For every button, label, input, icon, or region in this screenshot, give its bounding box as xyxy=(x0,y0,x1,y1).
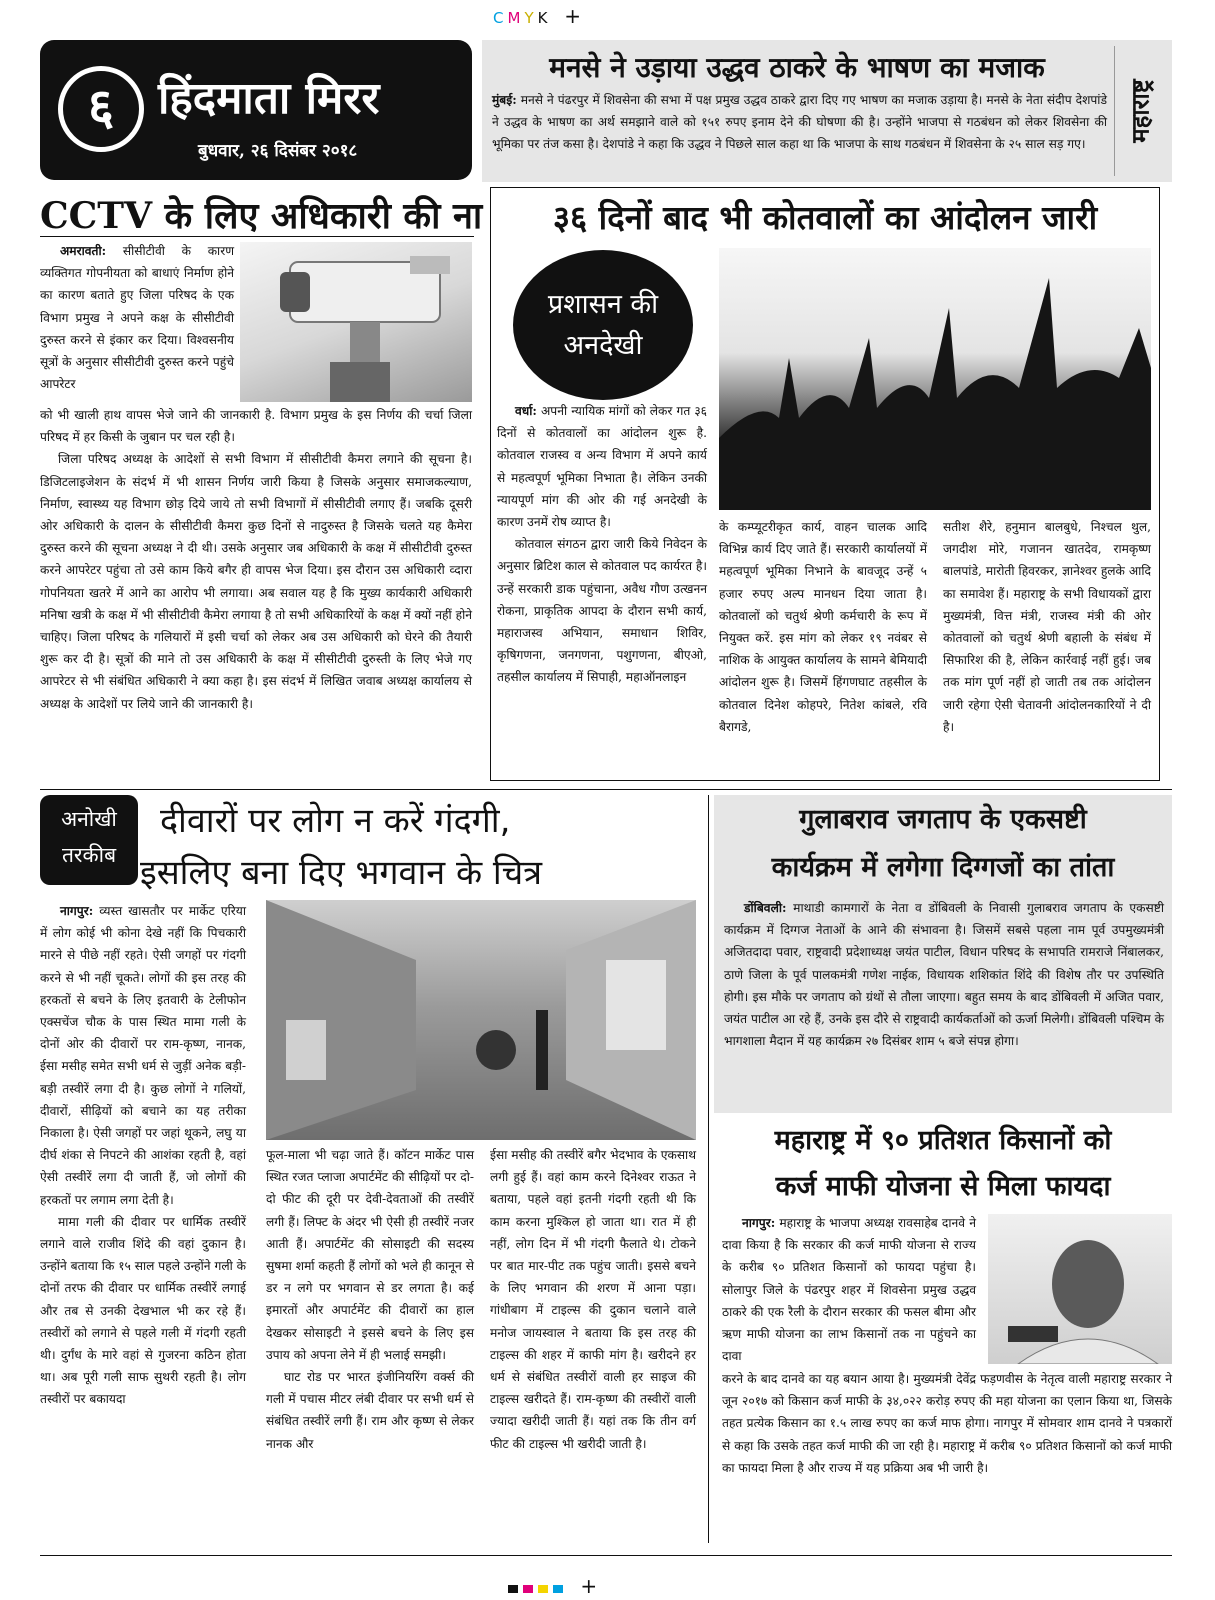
walls-headline-1: दीवारों पर लोग न करें गंदगी, xyxy=(160,801,511,841)
gulabrao-headline-1: गुलाबराव जगताप के एकसष्टी xyxy=(799,804,1087,835)
kotwal-col1-p2: कोतवाल संगठन द्वारा जारी किये निवेदन के अनुसार ब्रिटिश काल से कोतवाल पद कार्यरत है। उन्हें सरकारी डाक पहुंचाना, अवैध गौण उत्खनन रोकना, प्राकृतिक आपदा के दौरान सभी कार्य, महाराजस्व अभियान, समाधान शिविर, कृषिगणना, जनगणना, पशुगणना, बीएओ, तहसील कार्यालय में सिपाही, महाऑनलाइन xyxy=(497,537,707,685)
kotwal-badge-line-2: अनदेखी xyxy=(563,330,643,361)
kotwal-col-2: के कम्प्यूटरीकृत कार्य, वाहन चालक आदि विभिन्न कार्य दिए जाते हैं। सरकारी कार्यालयों में महत्वपूर्ण भूमिका निभाने के बावजूद उन्हें ५ हजार रुपए अल्प मानधन दिया जाता है। कोतवालों को चतुर्थ श्रेणी कर्मचारी के रूप में नियुक्त करें. इस मांग को लेकर १९ नवंबर से नाशिक के आयुक्त कार्यालय के सामने बेमियादी आंदोलन शुरू है। जिसमें हिंगणघाट तहसील के कोतवाल दिनेश कोहपरे, नितेश कांबले, रवि बैरागडे, xyxy=(719,520,927,734)
color-swatch-black xyxy=(508,1585,518,1593)
kotwal-badge xyxy=(513,250,693,400)
gulabrao-headline-2: कार्यक्रम में लगेगा दिग्गजों का तांता xyxy=(771,852,1115,883)
walls-col-2 xyxy=(266,1144,474,1455)
cctv-headline: CCTV के लिए अधिकारी की ना xyxy=(40,195,483,237)
cmyk-registration-bottom xyxy=(508,1574,597,1598)
walls-badge-line-2: तरकीब xyxy=(61,843,117,867)
page-number: ६ xyxy=(88,77,114,136)
registration-cross-icon: + xyxy=(564,4,585,28)
kotwal-col1-p1: अपनी न्यायिक मांगों को लेकर गत ३६ दिनों से कोतवालों का आंदोलन शुरू है. कोतवाल राजस्व व अन्य विभाग में अपने कार्य से महत्वपूर्ण भूमिका निभाता है। लेकिन उनकी न्यायपूर्ण मांग की ओर की गई अनदेखी के कारण उनमें रोष व्याप्त है। xyxy=(497,404,707,530)
kotwal-headline: ३६ दिनों बाद भी कोतवालों का आंदोलन जारी xyxy=(552,198,1098,237)
color-swatch-magenta xyxy=(523,1585,533,1593)
section-divider xyxy=(40,789,1172,790)
issue-date: बुधवार, २६ दिसंबर २०१८ xyxy=(198,141,358,161)
loan-headline-1: महाराष्ट्र में ९० प्रतिशत किसानों को xyxy=(774,1125,1112,1156)
registration-cross-icon: + xyxy=(580,1574,598,1598)
section-label xyxy=(1114,46,1165,176)
walls-col2-p2: घाट रोड पर भारत इंजीनियरिंग वर्क्स की गली में पचास मीटर लंबी दीवार पर सभी धर्म से संबंधित तस्वीरें लगी हैं। राम और कृष्ण से लेकर नानक और xyxy=(266,1370,474,1451)
masthead xyxy=(40,40,472,180)
cctv-body xyxy=(40,404,472,715)
walls-col-3: ईसा मसीह की तस्वीरें बगैर भेदभाव के एकसाथ लगी हुई हैं। वहां काम करने दिनेश्वर राऊत ने बताया, पहले वहां इतनी गंदगी रहती थी कि काम करना मुश्किल हो जाता था। रात में ही नहीं, लोग दिन में भी गंदगी फैलाते थे। टोकने पर बात मार-पीट तक पहुंच जाती। इससे बचने के लिए भगवान की शरण में आना पड़ा। गांधीबाग में टाइल्स की दुकान चलाने वाले मनोज जायस्वाल ने बताया कि इस तरह की टाइल्स की शहर में काफी मांग है। खरीदने हर धर्म से संबंधित तस्वीरों वाली हर साइज की टाइल्स खरीदते हैं। राम-कृष्ण की तस्वीरों वाली ज्यादा खरीदी जाती हैं। यहां तक कि तीन वर्ग फीट की टाइल्स भी खरीदी जाती है। xyxy=(490,1148,696,1451)
raised-hands-icon xyxy=(719,248,1151,510)
cctv-para-1: को भी खाली हाथ वापस भेजे जाने की जानकारी है. विभाग प्रमुख के इस निर्णय की चर्चा जिला परिषद में हर किसी के जुबान पर चल रही है। xyxy=(40,408,472,445)
dateline: नागपुर: xyxy=(742,1216,776,1230)
loan-lead-text: महाराष्ट्र के भाजपा अध्यक्ष रावसाहेब दानवे ने दावा किया है कि सरकार की कर्ज माफी योजना से राज्य के करीब ९० प्रतिशत किसानों को फायदा पहुंचा है। सोलापुर जिले के पंढरपुर शहर में शिवसेना प्रमुख उद्धव ठाकरे की एक रैली के दौरान सरकार की फसल बीमा और ऋण माफी योजना का लाभ किसानों तक ना पहुंचने का दावा xyxy=(722,1216,976,1364)
cmyk-label: C xyxy=(493,9,508,27)
walls-col1-p2: मामा गली की दीवार पर धार्मिक तस्वीरें लगाने वाले राजीव शिंदे की वहां दुकान है। उन्होंने बताया कि १५ साल पहले उन्होंने गली के दोनों तरफ की दीवार पर धार्मिक तस्वीरें लगाई और तब से उनकी देखभाल भी कर रहे हैं। तस्वीरों को लगाने से पहले गली में गंदगी रहती थी। दुर्गंध के मारे वहां से गुजरना कठिन होता था। अब पूरी गली साफ सुथरी रहती है। लोग तस्वीरों पर बकायदा xyxy=(40,1214,246,1407)
walls-col-1 xyxy=(40,900,246,1411)
dateline: वर्धा: xyxy=(515,404,537,418)
cctv-lead-text: सीसीटीवी के कारण व्यक्तिगत गोपनीयता को बाधाएं निर्माण होने का कारण बताते हुए जिला परिषद के एक विभाग प्रमुख ने अपने कक्ष के सीसीटीवी दुरुस्त करने से इंकार कर दिया। विश्वसनीय सूत्रों के अनुसार सीसीटीवी दुरुस्त करने पहुंचे आपरेटर xyxy=(40,244,235,392)
kotwal-col-1 xyxy=(497,400,707,689)
gulabrao-body xyxy=(724,897,1164,1052)
cmyk-registration-top xyxy=(493,4,585,28)
kotwal-col-3: सतीश शैरे, हनुमान बालबुधे, निश्चल थुल, जगदीश मोरे, गजानन खातदेव, रामकृष्ण बालपांडे, मारोती हिवरकर, ज्ञानेश्वर हुलके आदि का समावेश हैं। महाराष्ट्र के सभी विधायकों द्वारा मुख्यमंत्री, वित्त मंत्री, राजस्व मंत्री की ओर कोतवालों को चतुर्थ श्रेणी बहाली के संबंध में सिफारिश की है, लेकिन कार्रवाई नहीं हुई। जब तक मांग पूर्ण नहीं हो जाती तब तक आंदोलन जारी रहेगा ऐसी चेतावनी आंदोलनकारियों ने दी है। xyxy=(943,520,1151,734)
walls-col2-p1: फूल-माला भी चढ़ा जाते हैं। कॉटन मार्केट पास स्थित रजत प्लाजा अपार्टमेंट की सीढ़ियों पर दो-दो फीट की दूरी पर देवी-देवताओं की तस्वीरें लगी हैं। लिफ्ट के अंदर भी ऐसी ही तस्वीरें नजर आती हैं। अपार्टमेंट की सोसाइटी की सदस्य सुषमा शर्मा कहती हैं लोगों को भले ही कानून से डर न लगे पर भगवान से डर लगता है। कई इमारतों और अपार्टमेंट की दीवारों का हाल देखकर सोसाइटी ने इससे बचने के लिए इस उपाय को अपना लेने में ही भलाई समझी। xyxy=(266,1148,474,1362)
top-story-box xyxy=(482,40,1172,182)
top-story-headline: मनसे ने उड़ाया उद्धव ठाकरे के भाषण का मजाक xyxy=(549,51,1045,84)
cmyk-label-k: K xyxy=(537,9,552,27)
walls-headline-2: इसलिए बना दिए भगवान के चित्र xyxy=(140,853,543,893)
dateline: अमरावती: xyxy=(60,244,107,258)
loan-rest: करने के बाद दानवे का यह बयान आया है। मुख्यमंत्री देवेंद्र फड़णवीस के नेतृत्व वाली महाराष्ट्र सरकार ने जून २०१७ को किसान कर्ज माफी के ३४,०२२ करोड़ रुपए की महा योजना का एलान किया था, जिसके तहत प्रत्येक किसान का १.५ लाख रुपए का कर्ज माफ होगा। नागपुर में सोमवार शाम दानवे ने पत्रकारों से कहा कि उसके तहत कर्ज माफी की जा रही है। महाराष्ट्र में करीब ९० प्रतिशत किसानों को कर्ज माफी का फायदा मिला है और राज्य में यह प्रक्रिया अब भी जारी है। xyxy=(722,1372,1172,1475)
dateline: मुंबई: xyxy=(492,93,517,107)
color-swatch-yellow xyxy=(538,1585,548,1593)
paper-name: हिंदमाता मिरर xyxy=(158,73,380,124)
walls-col1-p1: व्यस्त खासतौर पर मार्केट एरिया में लोग कोई भी कोना देखे नहीं कि पिचकारी मारने से पीछे नहीं रहते। ऐसी जगहों पर गंदगी करने से भी नहीं चूकते। लोगों की इस तरह की हरकतों से बचने के लिए इतवारी के टेलीफोन एक्सचेंज चौक के पास स्थित मामा गली के दोनों ओर की दीवारों पर राम-कृष्ण, नानक, ईसा मसीह समेत सभी धर्म से जुड़ीं अनेक बड़ी-बड़ी तस्वीरें लगा दी है। कुछ लोगों ने गलियों, दीवारों, सीढ़ियों को बचाने का यह तरीका निकाला है। ऐसी जगहों पर जहां थूकने, लघु या दीर्घ शंका से निपटने की आशंका रहती है, वहां ऐसी तस्वीरें लगा दी जाती हैं, जो लोगों की हरकतों पर लगाम लगा देती है। xyxy=(40,904,246,1207)
color-swatch-cyan xyxy=(553,1585,563,1593)
lane-scene-icon xyxy=(266,900,696,1140)
top-story-text: मनसे ने पंढरपुर में शिवसेना की सभा में पक्ष प्रमुख उद्धव ठाकरे द्वारा दिए गए भाषण का मजाक उड़ाया है। मनसे के नेता संदीप देशपांडे ने उद्धव के भाषण का अर्थ समझाने वाले को १५१ रुपए इनाम देने की घोषणा की है। उन्होंने भाजपा से गठबंधन को लेकर शिवसेना की भूमिका पर तंज कसा है। देशपांडे ने कहा कि उद्धव ने पिछले साल कहा था कि भाजपा के साथ गठबंधन में शिवसेना के २५ साल सड़ गए। xyxy=(492,93,1107,151)
lane-wall-photo xyxy=(266,900,696,1140)
loan-lead xyxy=(722,1212,976,1367)
gulabrao-text: माथाडी कामगारों के नेता व डोंबिवली के निवासी गुलाबराव जगताप के एकसष्टी कार्यक्रम में दिग्गज नेताओं के आने की संभावना है। जिसमें सबसे पहला नाम पूर्व उपमुख्यमंत्री अजितदादा पवार, राष्ट्रवादी प्रदेशाध्यक्ष जयंत पाटील, विधान परिषद के सभापति रामराजे निंबालकर, ठाणे जिला के पूर्व पालकमंत्री गणेश नाईक, विधायक शशिकांत शिंदे की विशेष तौर पर उपस्थिति होगी। इस मौके पर जगताप को ग्रंथों से तौला जाएगा। बहुत समय के बाद डोंबिवली में अजित पवार, जयंत पाटील आ रहे हैं, उनके इस दौरे से राष्ट्रवादी कार्यकर्ताओं को ऊर्जा मिलेगी। डोंबिवली पश्चिम के भागशाला मैदान में यह कार्यक्रम २७ दिसंबर शाम ५ बजे संपन्न होगा। xyxy=(724,901,1164,1049)
cmyk-label-y: Y xyxy=(524,9,538,27)
cctv-headline-rule xyxy=(40,236,474,237)
person-portrait-icon xyxy=(988,1214,1172,1364)
cmyk-label-m: M xyxy=(507,9,525,27)
cctv-camera-photo xyxy=(240,242,472,402)
cctv-camera-icon xyxy=(240,242,472,402)
gulabrao-story-box xyxy=(714,795,1172,1113)
protest-hands-photo xyxy=(719,248,1151,510)
page-number-circle xyxy=(58,66,144,152)
kotwal-story-box xyxy=(490,187,1160,781)
danve-portrait-photo xyxy=(988,1214,1172,1364)
walls-badge xyxy=(40,795,138,885)
cctv-para-2: जिला परिषद अध्यक्ष के आदेशों से सभी विभाग में सीसीटीवी कैमरा लगाने की सूचना है। डिजिटलाइजेशन के संदर्भ में भी शासन निर्णय जारी किया है जिसके अनुसार समाजकल्याण, निर्माण, स्वास्थ्य यह विभाग छोड़ दिये जाये तो सभी विभागों में सीसीटीवी लगाए हैं। जबकि दूसरी ओर अधिकारी के दालन के सीसीटीवी कैमरा कुछ दिनों से नादुरुस्त है जिसके चलते यह कैमेरा दुरुस्त करने की सूचना अध्यक्ष ने दी थी। उसके अनुसार जब अधिकारी के कक्ष में सीसीटीवी दुरुस्त करने आपरेटर पहुंचा तो उसे काम किये बगैर ही वापस भेज दिया। इस दौरान उस अधिकारी व्दारा गोपनियता खतरे में आने का आरोप भी लगाया। अब सवाल यह है कि मुख्य कार्यकारी अधिकारी मनिषा खत्री के कक्ष में भी सीसीटीवी कैमेरा लगाया है तो सभी अधिकारियों के कक्ष में क्यों नहीं होने चाहिए। जिला परिषद के गलियारों में इसी चर्चा को लेकर अब उस अधिकारी को घेरने की तैयारी शुरू कर दी है। सूत्रों की माने तो उस अधिकारी के कक्ष में सीसीटीवी दुरुस्ती के लिए भेजे गए आपरेटर से भी संबंधित अधिकारी ने क्या कहा है। इस संदर्भ में लिखित जवाब अध्यक्ष कार्यालय से अध्यक्ष के आदेशों पर लिये जाने की जानकारी है। xyxy=(40,452,472,711)
kotwal-badge-line-1: प्रशासन की xyxy=(547,289,659,320)
bottom-rule xyxy=(40,1555,1172,1556)
column-rule xyxy=(708,795,709,1543)
loan-headline-2: कर्ज माफी योजना से मिला फायदा xyxy=(775,1171,1111,1202)
dateline: डोंबिवली: xyxy=(744,901,787,915)
walls-badge-line-1: अनोखी xyxy=(61,807,117,831)
top-story-body xyxy=(492,90,1107,156)
dateline: नागपुर: xyxy=(60,904,94,918)
section-label-text: महाराष्ट्र xyxy=(1125,79,1155,143)
cctv-lead xyxy=(40,240,234,395)
